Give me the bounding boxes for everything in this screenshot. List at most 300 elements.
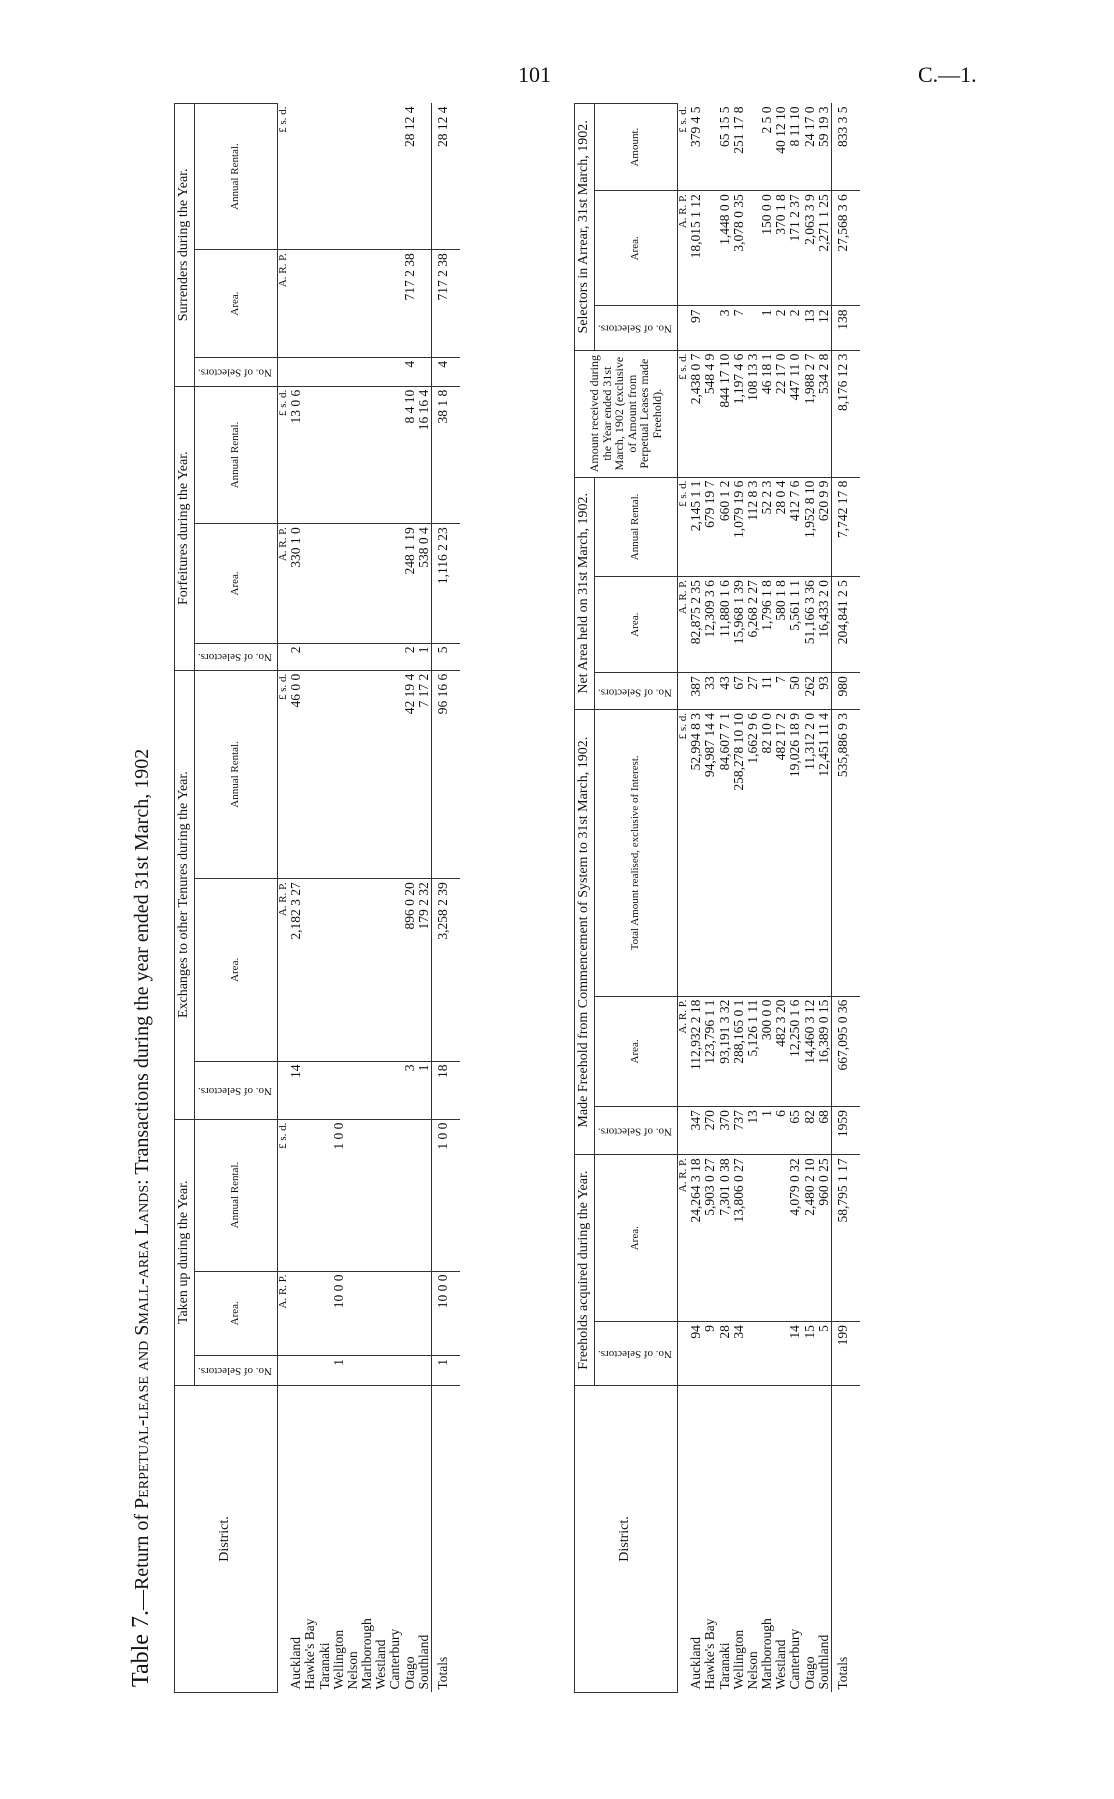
cell: 737 [732, 1107, 746, 1155]
total-cell: 10 0 0 [431, 1271, 460, 1355]
cell [374, 104, 388, 250]
cell: 8 11 10 [788, 104, 802, 191]
group-exchanges: Exchanges to other Tenures during the Year. [175, 670, 195, 1119]
table-row [403, 104, 417, 1693]
cell: 300 0 0 [760, 996, 774, 1106]
col-area: Area. [194, 879, 277, 1061]
col-rental: Annual Rental. [194, 1119, 277, 1271]
group-surrenders: Surrenders during the Year. [175, 104, 195, 387]
cell [303, 670, 317, 879]
cell: 12,250 1 6 [788, 996, 802, 1106]
table-row [760, 104, 774, 1693]
group-forfeitures: Forfeitures during the Year. [175, 386, 195, 670]
col-selectors: No. of Selectors. [194, 357, 277, 386]
cell: 330 1 0 [289, 524, 303, 643]
district-name: Canterbury [787, 1628, 803, 1690]
cell: 2,063 3 9 [803, 191, 817, 306]
cell: 52,994 8 3 [689, 710, 703, 997]
unit-area: A. R. P. [677, 1155, 689, 1322]
cell: 51,166 3 36 [803, 577, 817, 673]
cell: 28 [718, 1322, 732, 1386]
cell: 123,796 1 1 [703, 996, 717, 1106]
total-cell: 27,568 3 6 [831, 191, 860, 306]
group-arrear: Selectors in Arrear, 31st March, 1902. [575, 104, 595, 351]
district-name: Nelson [744, 1651, 760, 1690]
cell: 2,480 2 10 [803, 1155, 817, 1322]
cell [703, 104, 717, 191]
cell [388, 1271, 402, 1355]
cell: 5 [817, 1322, 832, 1386]
cell [289, 1356, 303, 1386]
cell [332, 104, 346, 250]
cell: 7 [774, 673, 788, 710]
cell: 6,268 2 27 [746, 577, 760, 673]
cell: 12,451 11 4 [817, 710, 832, 997]
cell [360, 1061, 374, 1119]
cell: 65 [788, 1107, 802, 1155]
cell [374, 357, 388, 386]
col-rental: Annual Rental. [194, 386, 277, 524]
col-total-amount: Total Amount realised, exclusive of Interest. [594, 710, 677, 997]
cell: 4 [403, 357, 417, 386]
cell: 94,987 14 4 [703, 710, 717, 997]
cell [318, 1356, 332, 1386]
cell: 11 [760, 673, 774, 710]
cell [289, 104, 303, 250]
total-cell: 667,095 0 36 [831, 996, 860, 1106]
cell [332, 250, 346, 358]
unit-money: £ s. d. [677, 104, 689, 191]
cell [346, 1271, 360, 1355]
table-row [374, 104, 388, 1693]
cell: 1,988 2 7 [803, 350, 817, 477]
cell: 24,264 3 18 [689, 1155, 703, 1322]
cell [303, 104, 317, 250]
table-freeholds [574, 103, 860, 1693]
cell [388, 1061, 402, 1119]
cell: 262 [803, 673, 817, 710]
unit-money: £ s. d. [677, 477, 689, 576]
cell: 8 4 10 [403, 386, 417, 524]
cell: 34 [732, 1322, 746, 1386]
cell [318, 643, 332, 670]
cell: 1 [760, 1107, 774, 1155]
cell [303, 879, 317, 1061]
cell: 447 11 0 [788, 350, 802, 477]
cell: 1,448 0 0 [718, 191, 732, 306]
table-row [817, 104, 832, 1693]
cell: 13,806 0 27 [732, 1155, 746, 1322]
cell [346, 1119, 360, 1271]
table-row [689, 104, 703, 1693]
total-cell: 38 1 8 [431, 386, 460, 524]
cell [703, 306, 717, 350]
cell: 93 [817, 673, 832, 710]
title-smallcaps: Perpetual-lease and Small-area Lands [131, 1184, 153, 1509]
cell [374, 1356, 388, 1386]
cell: 12,309 3 6 [703, 577, 717, 673]
cell [388, 250, 402, 358]
cell [318, 1119, 332, 1271]
page-reference: C.—1. [918, 62, 977, 87]
cell: 46 0 0 [289, 670, 303, 879]
cell [417, 1119, 432, 1271]
cell [289, 250, 303, 358]
table-row [303, 104, 317, 1693]
table-row [360, 104, 374, 1693]
district-name: Hawke's Bay [702, 1618, 718, 1690]
cell: 7 17 2 [417, 670, 432, 879]
cell: 84,607 7 1 [718, 710, 732, 997]
table-row [318, 104, 332, 1693]
col-selectors: No. of Selectors. [594, 306, 677, 350]
col-rental: Annual Rental. [194, 104, 277, 250]
cell: 1,079 19 6 [732, 477, 746, 576]
cell: 171 2 37 [788, 191, 802, 306]
total-cell: 199 [831, 1322, 860, 1386]
cell [318, 1271, 332, 1355]
total-cell: 7,742 17 8 [831, 477, 860, 576]
cell [346, 1061, 360, 1119]
cell [374, 250, 388, 358]
district-name: Auckland [288, 1637, 304, 1690]
cell: 42 19 4 [403, 670, 417, 879]
cell [346, 357, 360, 386]
cell: 1 0 0 [332, 1119, 346, 1271]
cell: 24 17 0 [803, 104, 817, 191]
cell [746, 306, 760, 350]
total-cell: 8,176 12 3 [831, 350, 860, 477]
cell: 548 4 9 [703, 350, 717, 477]
cell [703, 191, 717, 306]
total-cell: 18 [431, 1061, 460, 1119]
cell: 1,662 9 6 [746, 710, 760, 997]
total-cell: 28 12 4 [431, 104, 460, 250]
cell [374, 643, 388, 670]
cell: 2 [774, 306, 788, 350]
cell [746, 1155, 760, 1322]
cell: 5,561 1 1 [788, 577, 802, 673]
cell: 28 12 4 [403, 104, 417, 250]
cell [360, 1356, 374, 1386]
total-cell: 4 [431, 357, 460, 386]
cell [332, 357, 346, 386]
cell: 1,952 8 10 [803, 477, 817, 576]
table-transactions [174, 103, 460, 1693]
cell [388, 357, 402, 386]
cell: 27 [746, 673, 760, 710]
table-number: Table 7. [128, 1610, 154, 1687]
district-header: District. [575, 1386, 678, 1693]
cell: 3 [403, 1061, 417, 1119]
unit-area: A. R. P. [677, 996, 689, 1106]
cell [360, 879, 374, 1061]
cell: 2 [788, 306, 802, 350]
cell: 19,026 18 9 [788, 710, 802, 997]
cell: 896 0 20 [403, 879, 417, 1061]
cell: 14 [788, 1322, 802, 1386]
cell [360, 1271, 374, 1355]
unit-money: £ s. d. [277, 670, 289, 879]
cell [332, 643, 346, 670]
district-name: Wellington [730, 1629, 746, 1690]
cell: 16 16 4 [417, 386, 432, 524]
cell [374, 670, 388, 879]
cell: 2,438 0 7 [689, 350, 703, 477]
cell: 844 17 10 [718, 350, 732, 477]
cell [303, 643, 317, 670]
cell: 59 19 3 [817, 104, 832, 191]
cell [417, 1271, 432, 1355]
cell: 40 12 10 [774, 104, 788, 191]
cell: 2,145 1 1 [689, 477, 703, 576]
cell: 679 19 7 [703, 477, 717, 576]
district-name: Marlborough [759, 1618, 775, 1690]
cell: 16,389 0 15 [817, 996, 832, 1106]
cell [332, 670, 346, 879]
cell [318, 879, 332, 1061]
table-row [788, 104, 802, 1693]
cell [303, 524, 317, 643]
cell: 52 2 3 [760, 477, 774, 576]
cell: 580 1 8 [774, 577, 788, 673]
cell: 1 [760, 306, 774, 350]
cell [388, 879, 402, 1061]
table-row [774, 104, 788, 1693]
cell [346, 386, 360, 524]
cell [360, 524, 374, 643]
district-name: Westland [373, 1639, 389, 1690]
cell: 11,880 1 6 [718, 577, 732, 673]
table-row [289, 104, 303, 1693]
cell [360, 250, 374, 358]
cell: 13 0 6 [289, 386, 303, 524]
total-cell: 1,116 2 23 [431, 524, 460, 643]
total-cell: 96 16 6 [431, 670, 460, 879]
cell [417, 357, 432, 386]
table-row [803, 104, 817, 1693]
district-name: Taranaki [716, 1642, 732, 1690]
total-cell: 535,886 9 3 [831, 710, 860, 997]
cell: 288,165 0 1 [732, 996, 746, 1106]
cell [746, 191, 760, 306]
cell: 717 2 38 [403, 250, 417, 358]
cell: 347 [689, 1107, 703, 1155]
cell: 1 [417, 643, 432, 670]
col-amount: Amount. [594, 104, 677, 191]
total-cell: 138 [831, 306, 860, 350]
total-cell: 1 0 0 [431, 1119, 460, 1271]
cell [760, 1155, 774, 1322]
unit-area: A. R. P. [677, 191, 689, 306]
unit-area: A. R. P. [277, 524, 289, 643]
table-row [388, 104, 402, 1693]
cell [388, 643, 402, 670]
cell [346, 524, 360, 643]
cell: 1,197 4 6 [732, 350, 746, 477]
cell [332, 386, 346, 524]
cell: 2 5 0 [760, 104, 774, 191]
cell: 15,968 1 39 [732, 577, 746, 673]
cell [388, 1356, 402, 1386]
page-number: 101 [518, 62, 551, 87]
table-row [332, 104, 346, 1693]
district-name: Hawke's Bay [302, 1618, 318, 1690]
district-name: Southland [815, 1634, 831, 1690]
title-suffix: : Transactions during the year ended 31st March, 1902 [131, 748, 153, 1185]
cell: 3,078 0 35 [732, 191, 746, 306]
district-name: Marlborough [359, 1618, 375, 1690]
cell [746, 1322, 760, 1386]
col-rental: Annual Rental. [594, 477, 677, 576]
total-cell: 204,841 2 5 [831, 577, 860, 673]
cell: 97 [689, 306, 703, 350]
cell [360, 670, 374, 879]
cell: 43 [718, 673, 732, 710]
cell: 482 17 2 [774, 710, 788, 997]
cell [374, 1061, 388, 1119]
cell [403, 1271, 417, 1355]
cell [374, 1271, 388, 1355]
cell: 16,433 2 0 [817, 577, 832, 673]
cell [318, 357, 332, 386]
cell: 14,460 3 12 [803, 996, 817, 1106]
table-row [417, 104, 432, 1693]
cell [403, 1119, 417, 1271]
cell: 13 [803, 306, 817, 350]
cell: 93,191 3 32 [718, 996, 732, 1106]
cell [303, 1356, 317, 1386]
unit-area: A. R. P. [277, 250, 289, 358]
cell: 960 0 25 [817, 1155, 832, 1322]
cell [417, 250, 432, 358]
unit-money: £ s. d. [277, 104, 289, 250]
cell [746, 104, 760, 191]
cell [360, 386, 374, 524]
cell [760, 1322, 774, 1386]
cell [318, 104, 332, 250]
total-cell: 58,795 1 17 [831, 1155, 860, 1322]
totals-row [831, 104, 860, 1693]
cell: 370 [718, 1107, 732, 1155]
cell: 9 [703, 1322, 717, 1386]
total-cell: 833 3 5 [831, 104, 860, 191]
group-taken-up: Taken up during the Year. [175, 1119, 195, 1385]
district-name: Wellington [330, 1629, 346, 1690]
table-row [746, 104, 760, 1693]
cell [417, 104, 432, 250]
table-row [732, 104, 746, 1693]
col-area: Area. [194, 1271, 277, 1355]
cell [318, 250, 332, 358]
cell: 412 7 6 [788, 477, 802, 576]
cell: 2 [289, 643, 303, 670]
unit-money: £ s. d. [277, 1119, 289, 1271]
cell: 112 8 3 [746, 477, 760, 576]
cell: 28 0 4 [774, 477, 788, 576]
cell: 258,278 10 10 [732, 710, 746, 997]
cell: 3 [718, 306, 732, 350]
cell: 12 [817, 306, 832, 350]
cell: 94 [689, 1322, 703, 1386]
cell: 6 [774, 1107, 788, 1155]
cell [346, 670, 360, 879]
cell [303, 1119, 317, 1271]
col-area: Area. [194, 250, 277, 358]
cell [403, 1356, 417, 1386]
district-name: Westland [773, 1639, 789, 1690]
unit-area: A. R. P. [277, 1271, 289, 1355]
district-name: Auckland [688, 1637, 704, 1690]
cell [346, 879, 360, 1061]
cell: 65 15 5 [718, 104, 732, 191]
cell: 67 [732, 673, 746, 710]
district-header: District. [175, 1386, 278, 1693]
cell [332, 524, 346, 643]
col-area: Area. [194, 524, 277, 643]
unit-area: A. R. P. [677, 577, 689, 673]
col-selectors: No. of Selectors. [194, 1061, 277, 1119]
cell [388, 104, 402, 250]
district-name: Otago [801, 1656, 817, 1690]
cell: 11,312 2 0 [803, 710, 817, 997]
cell [346, 250, 360, 358]
district-name: Taranaki [316, 1642, 332, 1690]
col-selectors: No. of Selectors. [194, 1356, 277, 1386]
cell: 5,903 0 27 [703, 1155, 717, 1322]
cell [318, 386, 332, 524]
col-selectors: No. of Selectors. [194, 643, 277, 670]
total-cell: 3,258 2 39 [431, 879, 460, 1061]
cell [360, 357, 374, 386]
table-row [346, 104, 360, 1693]
cell: 660 1 2 [718, 477, 732, 576]
cell [289, 357, 303, 386]
cell: 7 [732, 306, 746, 350]
total-cell: 717 2 38 [431, 250, 460, 358]
total-cell: 1959 [831, 1107, 860, 1155]
totals-label: Totals [831, 1386, 860, 1693]
district-name: Otago [401, 1656, 417, 1690]
cell: 379 4 5 [689, 104, 703, 191]
cell: 15 [803, 1322, 817, 1386]
total-cell: 980 [831, 673, 860, 710]
cell: 82 10 0 [760, 710, 774, 997]
group-net-area: Net Area held on 31st March, 1902. [575, 477, 595, 709]
cell [346, 104, 360, 250]
cell [388, 1119, 402, 1271]
cell [289, 1119, 303, 1271]
cell [303, 1271, 317, 1355]
table-row [718, 104, 732, 1693]
col-rental: Annual Rental. [194, 670, 277, 879]
cell [388, 670, 402, 879]
unit-area: A. R. P. [277, 879, 289, 1061]
cell: 534 2 8 [817, 350, 832, 477]
cell: 82 [803, 1107, 817, 1155]
district-name: Southland [415, 1634, 431, 1690]
cell: 5,126 1 11 [746, 996, 760, 1106]
table-title [128, 749, 155, 1687]
cell [360, 104, 374, 250]
cell: 14 [289, 1061, 303, 1119]
col-area: Area. [594, 996, 677, 1106]
cell [346, 1356, 360, 1386]
cell [388, 386, 402, 524]
cell: 4,079 0 32 [788, 1155, 802, 1322]
cell: 10 0 0 [332, 1271, 346, 1355]
cell: 251 17 8 [732, 104, 746, 191]
